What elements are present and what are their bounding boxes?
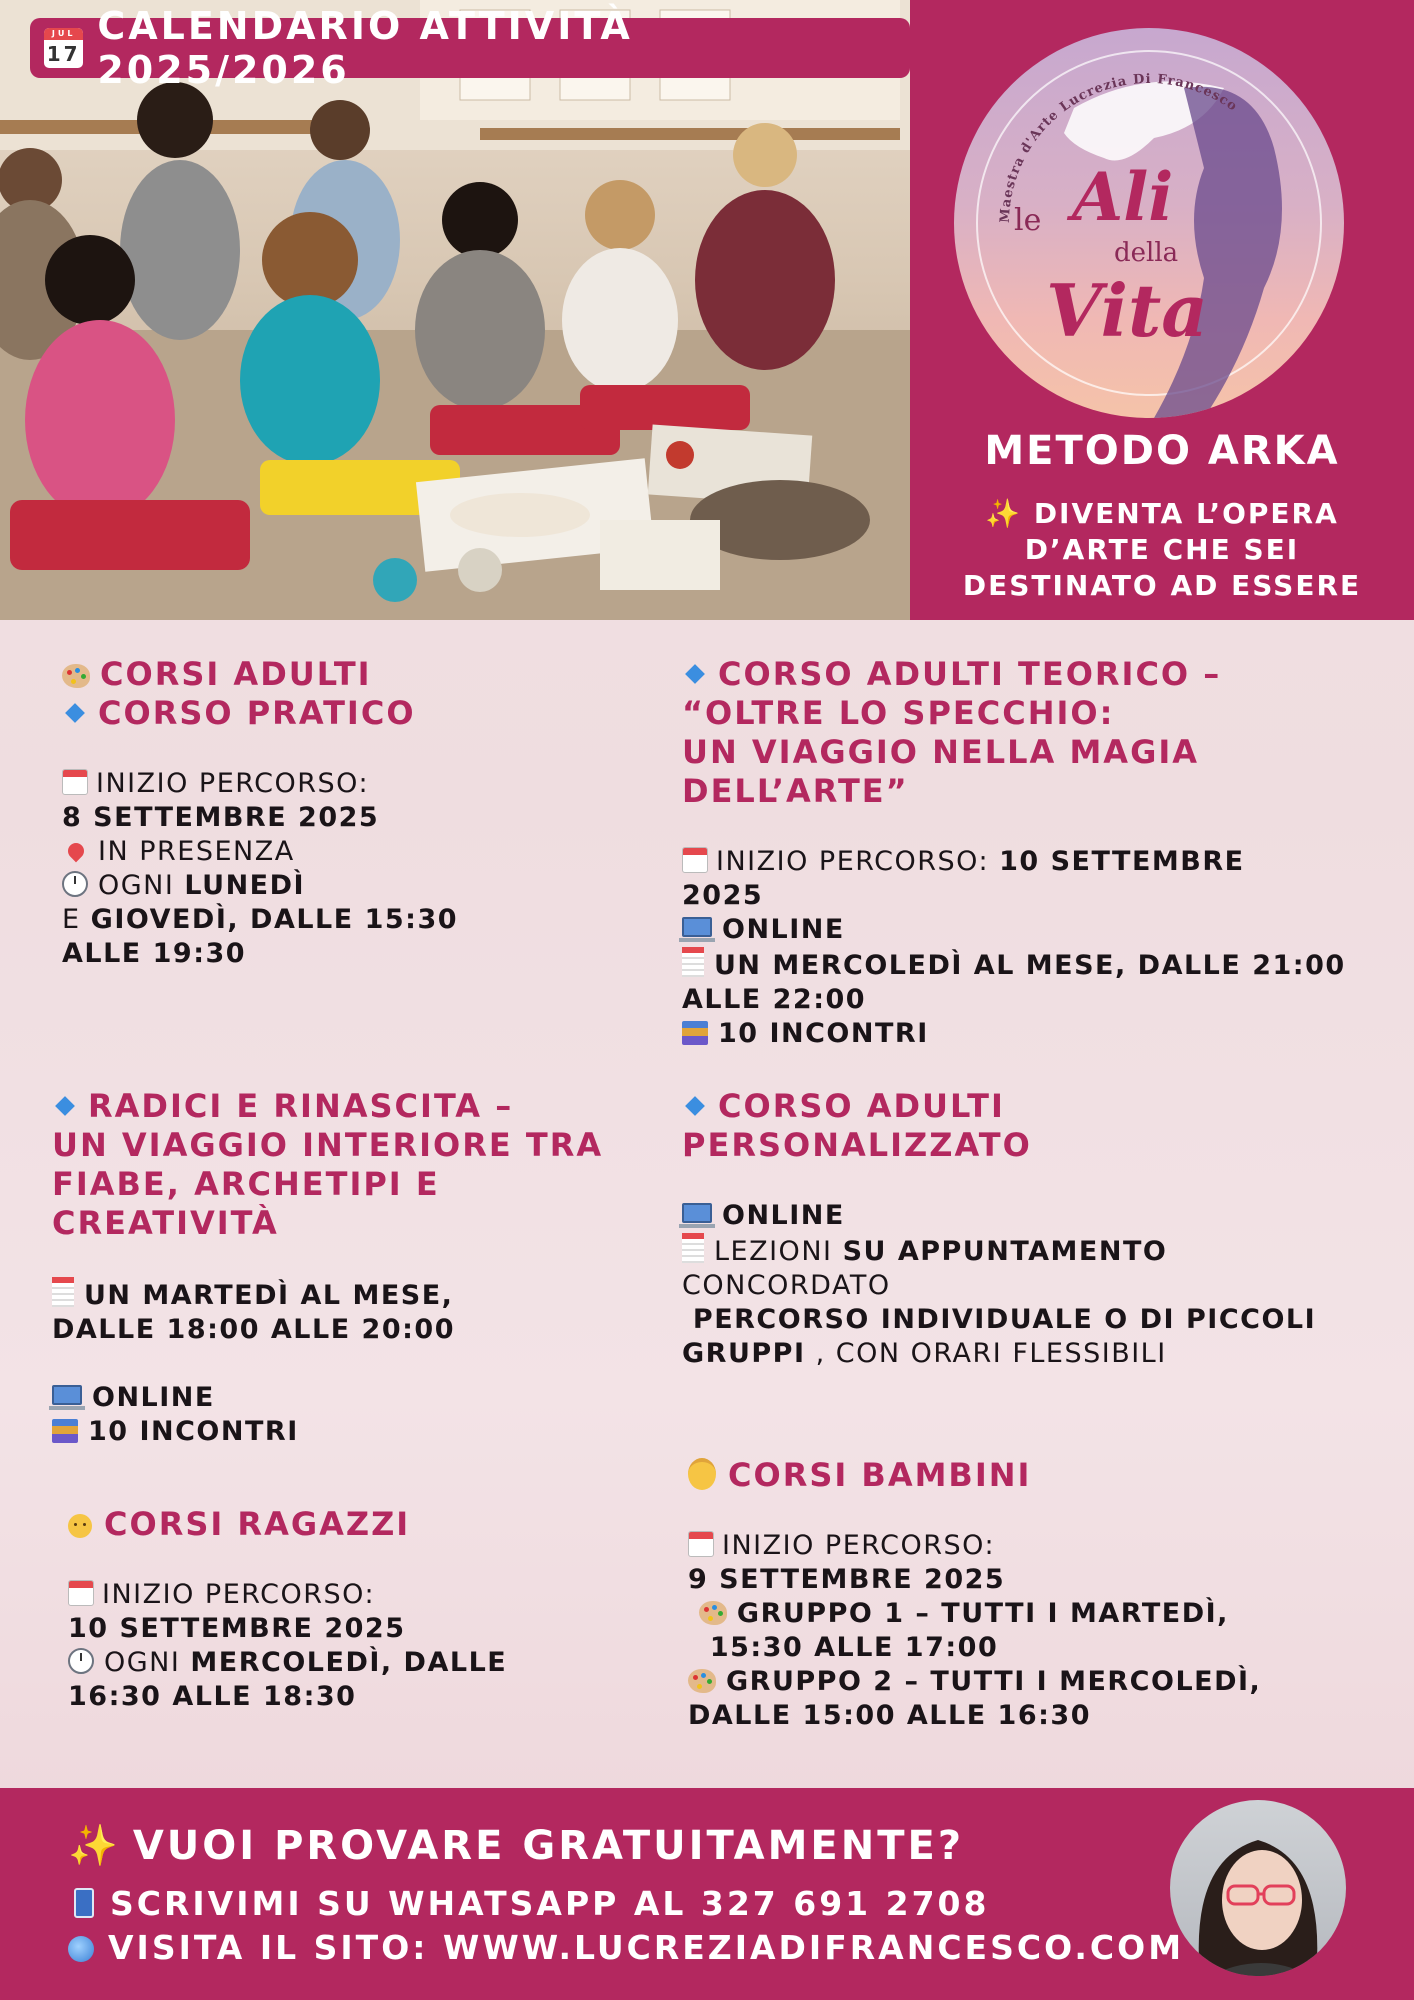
course-heading-line-2: “OLTRE LO SPECCHIO: (682, 694, 1115, 732)
laptop-icon (682, 917, 712, 937)
brand-panel (910, 0, 1414, 620)
course-adult-theory (682, 655, 1362, 1051)
palette-icon (688, 1669, 716, 1693)
baby-icon (688, 1458, 716, 1490)
course-roots-rebirth (52, 1087, 632, 1449)
sparkles-icon: ✨ (68, 1823, 121, 1869)
calendar-icon (682, 847, 708, 873)
group-1: GRUPPO 1 – TUTTI I MARTEDÌ, (688, 1597, 1368, 1631)
mode: IN PRESENZA (62, 835, 622, 869)
location-pin-icon (65, 839, 88, 862)
page-title-banner (30, 4, 910, 92)
calendar-icon (68, 1580, 94, 1606)
meditation-class-illustration (0, 0, 910, 620)
course-subheading: CORSO PRATICO (62, 694, 622, 733)
tagline-line-1: ✨ DIVENTA L’OPERA (985, 497, 1339, 530)
course-heading-line-4: CREATIVITÀ (52, 1204, 279, 1242)
books-icon (52, 1419, 78, 1443)
start-label: INIZIO PERCORSO: (68, 1578, 648, 1612)
path: PERCORSO INDIVIDUALE O DI PICCOLI (692, 1304, 1317, 1335)
meetings: 10 INCONTRI (52, 1415, 632, 1449)
calendar-icon (688, 1531, 714, 1557)
spiral-calendar-icon (52, 1277, 74, 1307)
lessons: LEZIONI SU APPUNTAMENTO (682, 1233, 1362, 1269)
start-date: 9 SETTEMBRE 2025 (688, 1564, 1006, 1595)
mode: ONLINE (682, 1199, 1362, 1233)
course-heading-line-2: PERSONALIZZATO (682, 1126, 1032, 1164)
course-heading: CORSI RAGAZZI (68, 1505, 648, 1544)
avatar (1170, 1800, 1346, 1976)
course-heading: CORSI ADULTI (62, 655, 622, 694)
start-label: INIZIO PERCORSO: (62, 767, 622, 801)
schedule-line-2: E GIOVEDÌ, DALLE 15:30 (62, 904, 459, 935)
course-heading: RADICI E RINASCITA – (52, 1087, 632, 1126)
books-icon (682, 1021, 708, 1045)
course-adult-custom (682, 1087, 1362, 1371)
globe-icon (68, 1936, 94, 1962)
diamond-icon (685, 1096, 705, 1116)
schedule-line-2: DALLE 18:00 ALLE 20:00 (52, 1314, 455, 1345)
schedule-line-3: ALLE 19:30 (62, 938, 247, 969)
lessons-line-2: CONCORDATO (682, 1270, 891, 1301)
schedule: UN MERCOLEDÌ AL MESE, DALLE 21:00 (682, 947, 1362, 983)
calendar-icon: JUL 17 (44, 28, 83, 68)
group-2: GRUPPO 2 – TUTTI I MERCOLEDÌ, (688, 1665, 1368, 1699)
tagline (930, 496, 1394, 604)
tagline-line-3: DESTINATO AD ESSERE (962, 569, 1362, 602)
course-heading-line-2: UN VIAGGIO INTERIORE TRA (52, 1126, 604, 1164)
child-face-icon (68, 1514, 92, 1538)
group-2-line-2: DALLE 15:00 ALLE 16:30 (688, 1700, 1091, 1731)
website-link[interactable]: VISITA IL SITO: WWW.LUCREZIADIFRANCESCO.COM (68, 1928, 1184, 1967)
trial-offer: ✨ VUOI PROVARE GRATUITAMENTE? (68, 1823, 965, 1869)
palette-icon (62, 664, 90, 688)
logo-ring-text: Maestra d'Arte Lucrezia Di Francesco (997, 71, 1241, 224)
course-heading: CORSO ADULTI (682, 1087, 1362, 1126)
clock-icon (62, 871, 88, 897)
palette-icon (699, 1601, 727, 1625)
tagline-line-2: D’ARTE CHE SEI (1024, 533, 1300, 566)
course-heading-line-4: DELL’ARTE” (682, 772, 909, 810)
group-1-line-2: 15:30 ALLE 17:00 (709, 1632, 999, 1663)
schedule-line-2: 16:30 ALLE 18:30 (68, 1681, 357, 1712)
method-title: METODO ARKA (984, 428, 1340, 474)
start-date-year: 2025 (682, 880, 764, 911)
hero-photo (0, 0, 910, 620)
start-date: 8 SETTEMBRE 2025 (62, 802, 380, 833)
course-teens (68, 1505, 648, 1714)
whatsapp-contact[interactable]: SCRIVIMI SU WHATSAPP AL 327 691 2708 (68, 1884, 989, 1923)
portrait-illustration (1170, 1800, 1346, 1976)
mobile-phone-icon (74, 1888, 94, 1918)
schedule: OGNI LUNEDÌ (62, 869, 622, 903)
logo-word-vita: Vita (1046, 268, 1208, 353)
laptop-icon (52, 1385, 82, 1405)
course-adult-practical (62, 655, 622, 971)
mode: ONLINE (52, 1381, 632, 1415)
diamond-icon (685, 664, 705, 684)
spiral-calendar-icon (682, 1233, 704, 1263)
course-heading: CORSO ADULTI TEORICO – (682, 655, 1362, 694)
schedule: OGNI MERCOLEDÌ, DALLE (68, 1646, 648, 1680)
schedule: UN MARTEDÌ AL MESE, (52, 1277, 632, 1313)
logo-word-le: le (1014, 203, 1042, 238)
logo (954, 28, 1344, 418)
clock-icon (68, 1648, 94, 1674)
course-heading: CORSI BAMBINI (688, 1456, 1368, 1495)
start-label: INIZIO PERCORSO: (688, 1529, 1368, 1563)
calendar-icon (62, 769, 88, 795)
diamond-icon (65, 703, 85, 723)
course-heading-line-3: FIABE, ARCHETIPI E (52, 1165, 440, 1203)
logo-word-della: della (1114, 238, 1179, 268)
spiral-calendar-icon (682, 947, 704, 977)
meetings: 10 INCONTRI (682, 1017, 1362, 1051)
mode: ONLINE (682, 913, 1362, 947)
path-line-2: GRUPPI , CON ORARI FLESSIBILI (682, 1338, 1167, 1369)
start-label: INIZIO PERCORSO: 10 SETTEMBRE (682, 845, 1362, 879)
course-heading-line-3: UN VIAGGIO NELLA MAGIA (682, 733, 1199, 771)
diamond-icon (55, 1096, 75, 1116)
logo-word-ali: Ali (1072, 158, 1174, 236)
start-date: 10 SETTEMBRE 2025 (68, 1613, 406, 1644)
laptop-icon (682, 1203, 712, 1223)
page-title: CALENDARIO ATTIVITÀ 2025/2026 (97, 4, 633, 92)
course-kids (688, 1456, 1368, 1733)
schedule-line-2: ALLE 22:00 (682, 984, 867, 1015)
